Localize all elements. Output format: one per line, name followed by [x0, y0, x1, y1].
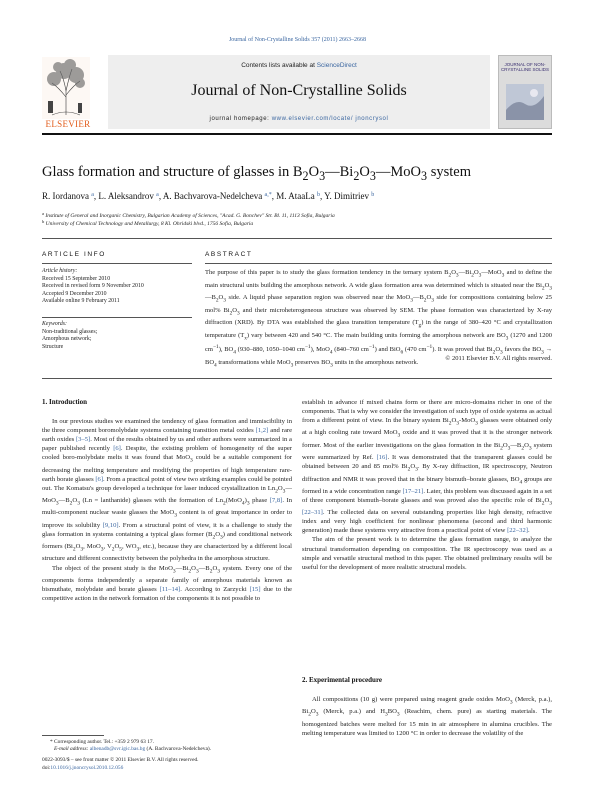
doi-link[interactable]: doi:10.1016/j.jnoncrysol.2010.12.056: [42, 765, 124, 771]
abstract-heading: ABSTRACT: [205, 251, 253, 258]
history-online: Available online 9 February 2011: [42, 298, 120, 304]
keywords-block: [42, 321, 192, 351]
email-note: E-mail address: albenadb@svr.igic.bas.bg (A. Bachvarova-Nedelcheva).: [54, 746, 212, 752]
publisher-wordmark: ELSEVIER: [45, 119, 91, 129]
introduction-text: In our previous studies we examined the tendency of glass formation and immiscibility in the three component boromolybdate systems containing transition metal oxides [1,2] and rare earth oxides [3–5]. Most of the results obtained by us and other authors were summarized in a paper published recently [6]. Despite, the existing problem of homogeneity of the super cooled boro-molybdate melts it was found that MoO$_3$ could be a suitable component for decreasing the melting temperature and modifying the properties of high temperature rare-earth borate glasses [6]. From a practical point of view two striking examples could be pointed out. The Komatsu's group developed a technique for laser induced crystallization in $Ln_2O_3—MoO_3—B_2O_3$ (Ln = lanthanide) glasses with the formation of $Ln_2(MoO_4)_3$ phase [7,8]. In multi-component nuclear waste glasses the MoO$_3$ content is of great importance in order to improve its solubility [9,10]. From a structural point of view, it is a challenge to study the glass formation in systems containing a typical glass former $(B_2O_3)$ and conditional network formers ($Bi_2O_3$, MoO$_3$, $V_2O_5$, $WO_3$, etc.), because they are characterized by a different local structure and different connectivity between the polyhedra in the amorphous structure. The object of the present study is the $MoO_3—Bi_2O_3—B_2O_3$ system. Every one of the components forms independently a separate family of amorphous materials known as bismuthate, molybdate and borate glasses [11–14]. According to Zarzycki [15] due to the competitive action in the network formation of the components it is not possible to: [42, 418, 293, 602]
abstract-bottom-rule: [42, 378, 552, 379]
affiliation-a: $^a$ Institute of General and Inorganic Chemistry, Bulgarian Academy of Sciences, "Acad. G. Bonchev" Str. Bl. 11, 1113 Sofia, Bulgaria: [42, 211, 335, 219]
abstract-rule: [205, 263, 552, 264]
article-history: [42, 268, 192, 306]
homepage-prefix: journal homepage:: [209, 116, 272, 122]
issn-note: 0022-3093/$ – see front matter © 2011 Elsevier B.V. All rights reserved.: [42, 757, 199, 763]
cover-art: [506, 84, 544, 120]
article-title: Glass formation and structure of glasses in $B_2O_3—Bi_2O_3—MoO_3$ system: [42, 164, 471, 183]
history-received: Received 15 September 2010: [42, 275, 111, 282]
introduction-heading: 1. Introduction: [42, 398, 87, 406]
abstract-text: The purpose of this paper is to study the glass formation tendency in the ternary system $B_2O_3—Bi_2O_3—MoO_3$ and to define the main structural units building the amorphous network. A wide glass formation area was determined which is situated near the $Bi_2O_3—B_2O_3$ side. A liquid phase separation region was observed near the $MoO_3—B_2O_3$ side for compositions containing below 25 mol% $Bi_2O_3$ and their microheterogeneous structure was observed by SEM. The phase formation was characterized by X-ray diffraction (XRD). By DTA was established the glass transition temperature $(T_g)$ in the range of 380–420 °C and crystallization temperature $(T_x)$ vary between 420 and 540 °C. The main building units forming the amorphous network are $BO_3$ (1270 and 1200 $cm^{-1}$), $BO_4$ (930–880, 1050–1040 $cm^{-1}$), MoO$_4$ (840–760 $cm^{-1}$) and BiO$_6$ (470 $cm^{-1}$). It was proved that $Bi_2O_3$ favors the $BO_3 \to BO_4$ transformations while MoO$_3$ preserves $BO_3$ units in the amorphous network.: [205, 269, 553, 368]
history-revised: Received in revised form 9 November 2010: [42, 283, 144, 289]
header-rule: [42, 133, 552, 135]
journal-citation[interactable]: Journal of Non-Crystalline Solids 357 (2011) 2663–2668: [228, 37, 367, 43]
keywords-label: Keywords:: [42, 321, 67, 327]
contents-availability: [108, 62, 490, 69]
introduction-continued-text: establish in advance if mixed chains form or there are micro-domains richer in one of the components. That is why we consider the investigation of such type of oxide systems as actual from a different point of view. In the binary system $Bi_2O_3-MoO_3$ glasses were obtained only at a high cooling rate toward MoO$_3$ oxide and it was proved that it is the stronger network former. Most of the earlier investigations on the glass formation in the $Bi_2O_3—B_2O_3$ system were summarized by Ref. [16]. It was demonstrated that the transparent glasses could be obtained between 20 and 85 mol% $Bi_2O_3$. By X-ray diffraction, IR spectroscopy, Neutron diffraction and NMR it was proved that in the binary bismuth–borate glasses, $BO_4$ groups are formed in a wide concentration range [17–21]. Later, this problem was discussed again in a set of three component bismuth–borate glasses and was proved also the specific role of $Bi_2O_3$ [22–31]. The collected data on several outstanding properties like high density, refractive index and very high coefficient for nonlinear phenomena (second and third harmonic generation) made these systems very attractive from a practical point of view [22–32]. The aim of the present work is to determine the glass formation range, to analyze the structural transformation depending on composition. The IR spectroscopy was used as a simple and versatile structural method in this paper. The obtained preliminary results will be useful for the development of more realistic structural models.: [302, 399, 553, 571]
author-list: R. Iordanova $^a$, L. Aleksandrov $^a$, A. Bachvarova-Nedelcheva $^{a,*}$, M. AtaaLa $^b$, Y. Dimitriev $^b$: [42, 191, 375, 201]
homepage-link[interactable]: www.elsevier.com/locate/ jnoncrysol: [271, 116, 389, 122]
abstract-copyright: © 2011 Elsevier B.V. All rights reserved.: [445, 355, 552, 362]
affiliation-rule: [42, 238, 552, 239]
contents-prefix: Contents lists available at: [241, 62, 317, 69]
article-info-heading: ARTICLE INFO: [42, 251, 106, 258]
keywords-rule: [42, 317, 192, 318]
affiliation-b: $^b$ University of Chemical Technology and Metallurgy, 8 Kl. Ohridski blvd., 1756 Sofia, Bulgaria: [42, 219, 254, 227]
footnote-rule: [42, 735, 104, 736]
journal-homepage: [108, 116, 490, 122]
keyword-item: Structure: [42, 343, 64, 350]
cover-title: JOURNAL OF NON-CRYSTALLINE SOLIDS: [500, 62, 550, 72]
keyword-item: Non-traditional glasses;: [42, 328, 98, 335]
history-label: Article history:: [42, 268, 78, 274]
journal-name: Journal of Non-Crystalline Solids: [191, 82, 407, 99]
corresponding-author-note: * Corresponding author. Tel.: +359 2 979 63 17.: [50, 739, 154, 745]
history-accepted: Accepted 9 December 2010: [42, 290, 107, 297]
keyword-item: Amorphous network;: [42, 336, 92, 342]
experimental-heading: 2. Experimental procedure: [302, 676, 383, 684]
experimental-text: All compositions (10 g) were prepared using reagent grade oxides MoO$_3$ (Merck, p.a.), $Bi_2O_3$ (Merck, p.a.) and $H_3BO_3$ (Reachim, chem. pure) as starting materials. The homogenized batches were melted for 15 min in air atmosphere in alumina crucibles. The melting temperature was limited to 1200 °C in order to decrease the volatility of the: [302, 696, 553, 737]
sciencedirect-link[interactable]: ScienceDirect: [316, 62, 357, 69]
article-info-rule: [42, 263, 192, 264]
